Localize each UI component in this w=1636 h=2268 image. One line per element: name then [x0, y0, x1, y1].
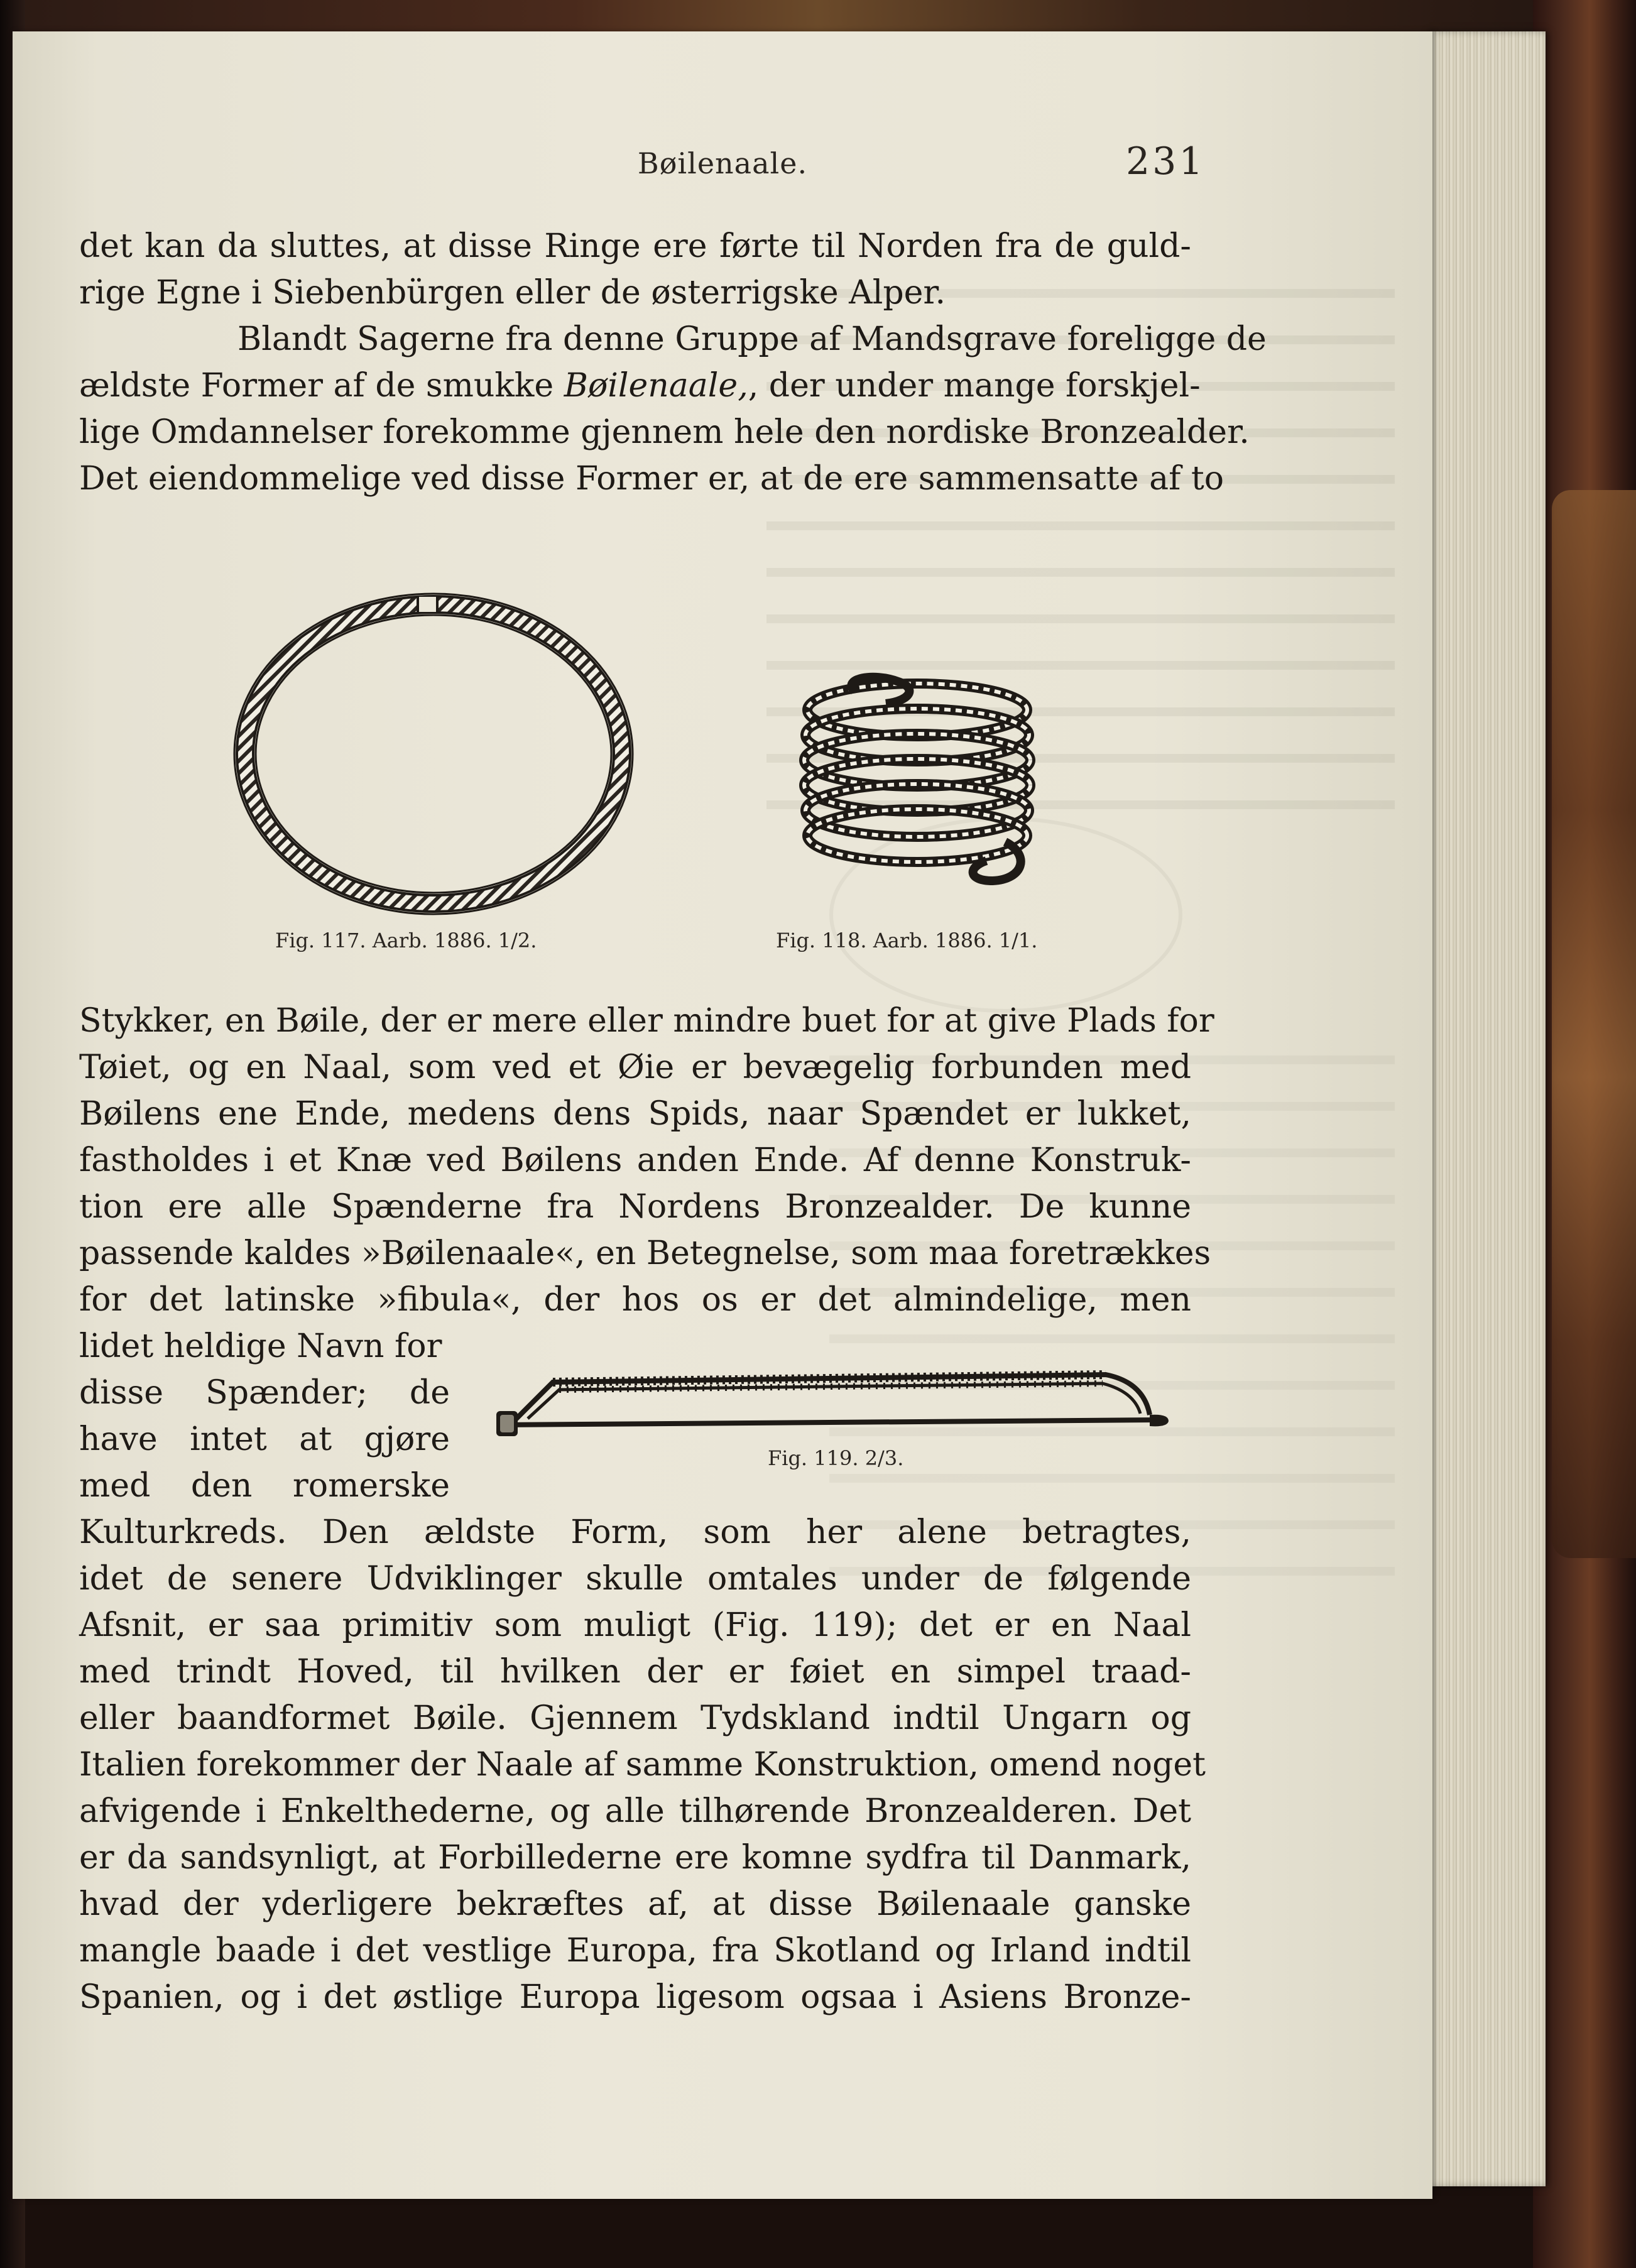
text-line: passende kaldes »Bøilenaale«, en Betegnelse, som maa foretrækkes — [79, 1235, 1211, 1272]
text-line: rige Egne i Siebenbürgen eller de østerrigske Alper. — [79, 274, 946, 312]
text-line: med trindt Hoved, til hvilken der er føiet en simpel traad- — [79, 1653, 1191, 1691]
text-line: Spanien, og i det østlige Europa ligesom ogsaa i Asiens Bronze- — [79, 1978, 1191, 2016]
text-line: det kan da sluttes, at disse Ringe ere førte til Norden fra de guld- — [79, 227, 1191, 265]
text-line: fastholdes i et Knæ ved Bøilens anden Ende. Af denne Konstruk- — [79, 1142, 1191, 1179]
figure-119-caption: Fig. 119. 2/3. — [768, 1446, 904, 1470]
text-line: tion ere alle Spænderne fra Nordens Bronzealder. De kunne — [79, 1188, 1191, 1226]
emphasized-term: Bøilenaale, — [564, 367, 748, 405]
text-line: Bøilens ene Ende, medens dens Spids, naar Spændet er lukket, — [79, 1095, 1191, 1133]
text-line: Tøiet, og en Naal, som ved et Øie er bevægelig forbunden med — [79, 1049, 1191, 1086]
text-line: hvad der yderligere bekræftes af, at disse Bøilenaale ganske — [79, 1885, 1191, 1923]
text-line: eller baandformet Bøile. Gjennem Tydskland indtil Ungarn og — [79, 1699, 1191, 1737]
text-line-with-emphasis — [79, 363, 1201, 409]
text-line: Afsnit, er saa primitiv som muligt (Fig. 119); det er en Naal — [79, 1606, 1191, 1644]
text-line: Det eiendommelige ved disse Former er, at de ere sammensatte af to — [79, 460, 1224, 498]
text-line: er da sandsynligt, at Forbillederne ere komne sydfra til Danmark, — [79, 1839, 1191, 1877]
text-run: ældste Former af de smukke — [79, 367, 564, 405]
text-line: mangle baade i det vestlige Europa, fra Skotland og Irland indtil — [79, 1932, 1191, 1970]
text-line: Blandt Sagerne fra denne Gruppe af Mandsgrave foreligge de — [237, 320, 1267, 358]
page-number: 231 — [1126, 139, 1206, 183]
figure-117-caption: Fig. 117. Aarb. 1886. 1/2. — [275, 929, 537, 952]
cover-marbling — [1552, 490, 1636, 1558]
text-line: lige Omdannelser forekomme gjennem hele den nordiske Bronzealder. — [79, 413, 1250, 451]
figure-118-caption: Fig. 118. Aarb. 1886. 1/1. — [776, 929, 1038, 952]
text-line: have intet at gjøre — [79, 1420, 450, 1458]
text-line: med den romerske — [79, 1467, 450, 1505]
book-page — [13, 31, 1432, 2199]
figure-118-spiral — [779, 653, 1055, 905]
text-line: Kulturkreds. Den ældste Form, som her alene betragtes, — [79, 1513, 1191, 1551]
text-line: for det latinske »fibula«, der hos os er det almindelige, men — [79, 1281, 1191, 1319]
text-line: Italien forekommer der Naale af samme Konstruktion, omend noget — [79, 1746, 1206, 1784]
text-run: , der under mange forskjel- — [748, 367, 1201, 405]
text-line: idet de senere Udviklinger skulle omtales under de følgende — [79, 1560, 1191, 1598]
figure-119-fibula — [490, 1357, 1187, 1445]
text-line: afvigende i Enkelthederne, og alle tilhørende Bronzealderen. Det — [79, 1792, 1191, 1830]
figure-117-ring — [226, 572, 641, 924]
text-line: Stykker, en Bøile, der er mere eller mindre buet for at give Plads for — [79, 1002, 1214, 1040]
running-head: Bøilenaale. — [637, 146, 808, 180]
text-line: lidet heldige Navn for — [79, 1328, 442, 1365]
page-block-edge — [1426, 31, 1546, 2186]
text-line: disse Spænder; de — [79, 1374, 450, 1412]
